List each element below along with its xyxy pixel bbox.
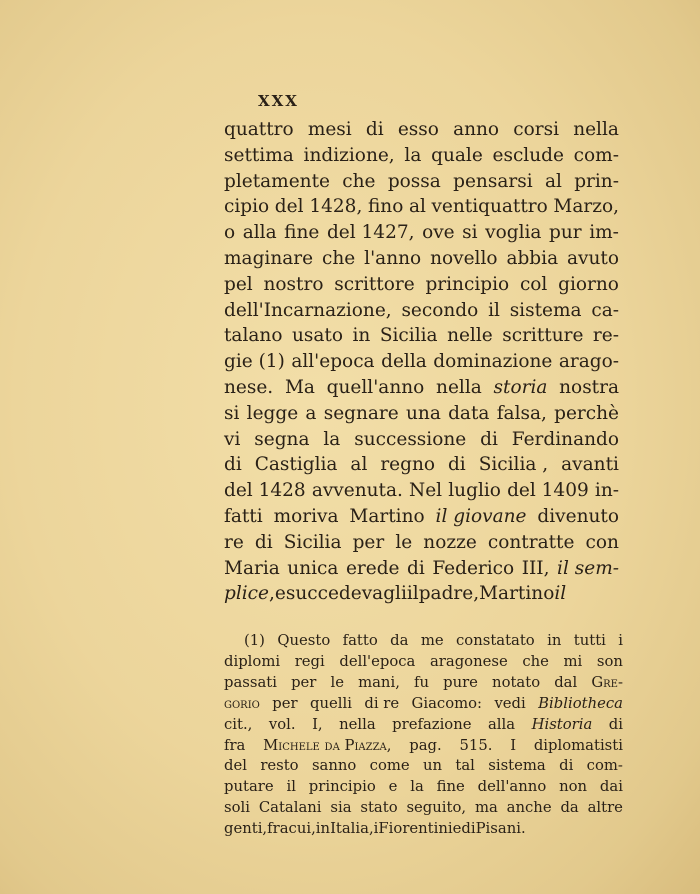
word: anno — [453, 119, 500, 140]
word: Sicilia — [283, 531, 342, 553]
body-line — [224, 581, 619, 607]
word: dominazione — [433, 351, 553, 373]
word: che — [342, 170, 376, 192]
word: principio — [425, 273, 510, 295]
word: Bibliotheca — [538, 694, 623, 712]
body-line — [224, 143, 619, 169]
word: possa — [387, 170, 441, 192]
word: fu — [414, 673, 430, 691]
body-line — [224, 401, 619, 427]
word: di — [608, 715, 623, 733]
word: gie (1) — [224, 351, 285, 373]
word: perchè — [554, 402, 619, 424]
word: Giacomo: — [411, 694, 483, 712]
body-line — [224, 504, 619, 530]
body-line — [224, 427, 619, 453]
word: Martino — [479, 583, 555, 605]
body-line — [224, 298, 619, 324]
word: per — [272, 694, 298, 712]
word: diplomatisti — [533, 736, 623, 754]
word: anche — [506, 799, 552, 817]
word: con — [585, 531, 619, 553]
word: Martino — [349, 505, 425, 527]
word: sanno — [311, 757, 357, 775]
word: la — [404, 144, 422, 166]
word: Maria — [224, 557, 280, 579]
word: fino — [367, 196, 404, 218]
body-line — [224, 323, 619, 349]
word: fatti — [224, 505, 263, 527]
body-line — [224, 556, 619, 582]
word: che — [522, 652, 549, 670]
word: del 1428, — [274, 196, 363, 218]
word: i — [373, 820, 379, 838]
word: fine — [284, 222, 320, 244]
word: stato — [360, 799, 398, 817]
word: del — [224, 757, 247, 775]
body-line — [224, 117, 619, 143]
word: Michele da Piazza, — [263, 736, 392, 754]
word: pel — [224, 273, 253, 295]
word: Castiglia — [254, 454, 338, 476]
word: all'epoca — [291, 351, 375, 373]
footnote-line — [224, 736, 623, 757]
word: Italia, — [330, 820, 374, 838]
word: com- — [586, 757, 623, 775]
word: Historia — [531, 715, 593, 733]
word: prin- — [574, 170, 619, 192]
word: Questo — [277, 632, 331, 649]
word: Marzo, — [553, 196, 619, 218]
word: plice, — [224, 583, 275, 605]
footnote-line — [224, 777, 623, 798]
word: data — [448, 402, 490, 424]
word: fine — [436, 778, 465, 796]
footnote-line — [224, 819, 623, 840]
word: vedi — [494, 694, 526, 712]
word: del 1428 — [224, 480, 306, 502]
word: re- — [592, 325, 619, 347]
word: di — [480, 428, 498, 450]
word: mi — [563, 652, 583, 670]
word: arago- — [558, 351, 619, 373]
word: scrittore — [334, 273, 415, 295]
word: ed — [452, 820, 471, 838]
word: cipio — [224, 196, 270, 218]
word: nese. — [224, 376, 274, 398]
word: i — [618, 632, 623, 649]
word: regno — [380, 454, 436, 476]
word: la — [410, 778, 424, 796]
word: quattro — [224, 119, 294, 140]
word: contratte — [487, 531, 575, 553]
word: cui, — [288, 820, 316, 838]
word: storia — [493, 376, 548, 398]
body-line — [224, 220, 619, 246]
word: di — [365, 119, 384, 140]
word: Pisani. — [475, 820, 526, 838]
word: soli — [224, 799, 250, 817]
word: del 1427, — [326, 222, 415, 244]
word: alla — [487, 715, 516, 733]
word: nella — [339, 715, 376, 733]
footnote-line — [224, 673, 623, 694]
word: del 1409 — [507, 480, 589, 502]
word: di — [254, 531, 273, 553]
word: di — [559, 757, 574, 775]
word: divenuto — [537, 505, 619, 527]
word: voglia — [485, 222, 542, 244]
word: principio — [308, 778, 376, 796]
word: le — [330, 673, 344, 691]
body-line — [224, 194, 619, 220]
word: mesi — [307, 119, 352, 140]
word: quell'anno — [326, 376, 425, 398]
word: nostra — [559, 376, 619, 398]
word: Sicilia , — [478, 454, 549, 476]
word: o — [224, 222, 236, 244]
word: per — [352, 531, 385, 553]
word: resto — [260, 757, 299, 775]
word: successione — [354, 428, 467, 450]
word: novello — [430, 247, 498, 269]
word: per — [291, 673, 317, 691]
page-number: XXX — [258, 92, 299, 110]
word: a — [305, 402, 317, 424]
word: Federico — [432, 557, 515, 579]
word: nostro — [263, 273, 324, 295]
word: seguito, — [406, 799, 467, 817]
word: in- — [594, 480, 619, 502]
word: putare — [224, 778, 274, 796]
footnote-line — [224, 715, 623, 736]
word: usato — [291, 325, 343, 347]
word: Ma — [284, 376, 315, 398]
word: Ferdinando — [511, 428, 619, 450]
word: il — [554, 583, 567, 605]
body-line — [224, 452, 619, 478]
word: padre, — [418, 583, 480, 605]
word: il — [488, 299, 500, 321]
word: di re — [364, 694, 400, 712]
word: si — [462, 222, 478, 244]
word: giorno — [558, 273, 619, 295]
word: secondo — [401, 299, 479, 321]
word: il giovane — [435, 505, 527, 527]
word: avuto — [567, 247, 619, 269]
body-line — [224, 375, 619, 401]
word: e — [274, 583, 286, 605]
word: prefazione — [392, 715, 472, 733]
word: diplomi — [224, 652, 281, 670]
body-line — [224, 272, 619, 298]
footnote-line — [224, 631, 623, 652]
word: le — [395, 531, 413, 553]
body-line — [224, 530, 619, 556]
word: com- — [573, 144, 619, 166]
word: una — [405, 402, 441, 424]
word: nozze — [423, 531, 477, 553]
word: genti, — [224, 820, 268, 838]
word: quale — [431, 144, 483, 166]
word: dal — [554, 673, 578, 691]
word: 515. — [459, 736, 493, 754]
word: ventiquattro — [431, 196, 548, 218]
word: gorio — [224, 694, 260, 712]
word: constatato — [456, 632, 535, 649]
word: dai — [599, 778, 623, 796]
word: un — [423, 757, 443, 775]
body-line — [224, 169, 619, 195]
word: succedevagli — [285, 583, 407, 605]
word: di — [224, 454, 242, 476]
word: esclude — [492, 144, 564, 166]
word: unica — [287, 557, 339, 579]
word: abbia — [506, 247, 559, 269]
word: col — [519, 273, 548, 295]
word: da — [560, 799, 579, 817]
word: re — [224, 531, 244, 553]
word: me — [420, 632, 444, 649]
word: settima — [224, 144, 294, 166]
word: dell'epoca — [339, 652, 416, 670]
word: cit., — [224, 715, 253, 733]
word: i — [470, 820, 476, 838]
word: segna — [254, 428, 310, 450]
word: in — [547, 632, 562, 649]
word: fatto — [342, 632, 378, 649]
word: ma — [474, 799, 498, 817]
word: indizione, — [303, 144, 395, 166]
word: il sem- — [557, 557, 619, 579]
word: il — [286, 778, 296, 796]
footnote-line — [224, 694, 623, 715]
word: notato — [492, 673, 541, 691]
word: al — [350, 454, 368, 476]
word: in — [315, 820, 331, 838]
footnote — [224, 631, 623, 840]
body-line — [224, 349, 619, 375]
word: al — [408, 196, 426, 218]
word: si — [224, 402, 240, 424]
word: fra — [224, 736, 246, 754]
word: ca- — [591, 299, 619, 321]
word: nelle — [447, 325, 493, 347]
word: che — [322, 247, 356, 269]
word: tutti — [573, 632, 606, 649]
word: da — [390, 632, 409, 649]
word: nella — [573, 119, 619, 140]
body-text — [224, 117, 619, 607]
word: avanti — [561, 454, 619, 476]
word: nella — [436, 376, 482, 398]
word: come — [369, 757, 410, 775]
word: sia — [330, 799, 352, 817]
word: sistema — [509, 299, 582, 321]
word: altre — [587, 799, 623, 817]
word: aragonese — [429, 652, 508, 670]
word: Fiorentini — [378, 820, 453, 838]
word: segnare — [323, 402, 399, 424]
word: fra — [267, 820, 289, 838]
footnote-line — [224, 652, 623, 673]
word: tal — [455, 757, 475, 775]
word: mani, — [358, 673, 400, 691]
word: dell'Incarnazione, — [224, 299, 392, 321]
word: legge — [246, 402, 299, 424]
word: l'anno — [364, 247, 422, 269]
word: luglio — [448, 480, 501, 502]
word: talano — [224, 325, 283, 347]
word: falsa, — [496, 402, 547, 424]
word: la — [323, 428, 341, 450]
word: Sicilia — [379, 325, 438, 347]
word: (1) — [244, 632, 265, 649]
word: Nel — [409, 480, 443, 502]
word: vol. — [268, 715, 296, 733]
word: im- — [589, 222, 619, 244]
word: della — [381, 351, 427, 373]
word: al — [544, 170, 562, 192]
body-line — [224, 478, 619, 504]
word: Catalani — [258, 799, 322, 817]
word: pure — [443, 673, 478, 691]
word: pletamente — [224, 170, 330, 192]
body-line — [224, 246, 619, 272]
word: il — [406, 583, 419, 605]
word: III, — [521, 557, 550, 579]
word: vi — [224, 428, 241, 450]
word: regi — [294, 652, 325, 670]
word: passati — [224, 673, 277, 691]
word: non — [559, 778, 588, 796]
word: di — [407, 557, 425, 579]
word: I, — [312, 715, 323, 733]
footnote-line — [224, 756, 623, 777]
footnote-line — [224, 798, 623, 819]
word: scritture — [502, 325, 584, 347]
word: Gre- — [591, 673, 623, 691]
word: pag. — [409, 736, 442, 754]
word: maginare — [224, 247, 314, 269]
word: e — [388, 778, 398, 796]
word: moriva — [273, 505, 339, 527]
word: quelli — [310, 694, 352, 712]
word: ove — [422, 222, 455, 244]
word: dell'anno — [477, 778, 547, 796]
word: pur — [549, 222, 582, 244]
word: sistema — [488, 757, 546, 775]
word: di — [447, 454, 466, 476]
word: son — [596, 652, 623, 670]
word: erede — [345, 557, 400, 579]
word: pensarsi — [453, 170, 533, 192]
word: esso — [397, 119, 439, 140]
word: in — [352, 325, 371, 347]
word: corsi — [513, 119, 560, 140]
word: alla — [242, 222, 277, 244]
word: I — [510, 736, 517, 754]
word: avvenuta. — [311, 480, 403, 502]
